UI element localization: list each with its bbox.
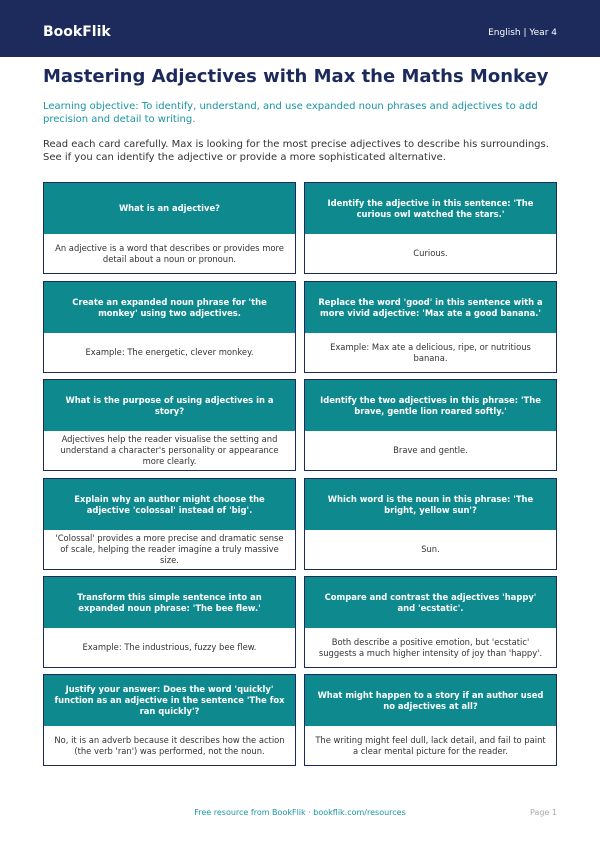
card-question: Identify the adjective in this sentence: 'The curious owl watched the stars.' [305, 183, 556, 234]
intro-text: Read each card carefully. Max is looking for the most precise adjectives to describe his surroundings. See if you can identify the adjective or provide a more sophisticated alternative. [43, 139, 549, 163]
card-question: Replace the word 'good' in this sentence with a more vivid adjective: 'Max ate a good banana.' [305, 282, 556, 333]
card-answer: The writing might feel dull, lack detail, and fail to paint a clear mental picture for the reader. [315, 734, 546, 756]
card-question: Compare and contrast the adjectives 'happy' and 'ecstatic'. [305, 577, 556, 628]
card-answer: Adjectives help the reader visualise the setting and understand a character's personality or appearance more clearly. [60, 434, 279, 466]
card-answer: No, it is an adverb because it describes how the action (the verb 'ran') was performed, not the noun. [54, 734, 285, 756]
card-question: Transform this simple sentence into an expanded noun phrase: 'The bee flew.' [44, 577, 295, 628]
card-question: What might happen to a story if an author used no adjectives at all? [305, 675, 556, 726]
card-question: Explain why an author might choose the adjective 'colossal' instead of 'big'. [44, 479, 295, 530]
card-question: Which word is the noun in this phrase: 'The bright, yellow sun'? [305, 479, 556, 530]
card-answer: An adjective is a word that describes or provides more detail about a noun or pronoun. [55, 242, 284, 264]
card-question: What is an adjective? [44, 183, 295, 234]
page-number: Page 1 [530, 808, 557, 817]
card-answer: Example: The industrious, fuzzy bee flew. [82, 642, 257, 652]
question-card [304, 281, 557, 373]
card-answer: Example: Max ate a delicious, ripe, or nutritious banana. [330, 341, 531, 363]
question-card [304, 576, 557, 668]
card-answer: 'Colossal' provides a more precise and dramatic sense of scale, helping the reader imagine a truly massive size. [55, 533, 284, 565]
subject-year-label: English | Year 4 [488, 28, 557, 38]
page-title: Mastering Adjectives with Max the Maths Monkey [43, 66, 549, 87]
card-answer: Example: The energetic, clever monkey. [85, 347, 254, 357]
question-card [43, 674, 296, 766]
question-card [43, 182, 296, 274]
card-question: Justify your answer: Does the word 'quickly' function as an adjective in the sentence 'The fox ran quickly'? [44, 675, 295, 726]
question-card [304, 379, 557, 471]
question-card [304, 674, 557, 766]
question-card [43, 379, 296, 471]
header-bar [0, 0, 600, 57]
card-answer: Curious. [413, 248, 448, 258]
question-card [43, 281, 296, 373]
brand-logo[interactable]: BookFlik [43, 24, 111, 40]
card-question: Identify the two adjectives in this phrase: 'The brave, gentle lion roared softly.' [305, 380, 556, 431]
card-answer: Sun. [421, 544, 440, 554]
card-answer: Both describe a positive emotion, but 'ecstatic' suggests a much higher intensity of joy than 'happy'. [318, 636, 543, 658]
question-card [43, 576, 296, 668]
card-answer: Brave and gentle. [393, 445, 468, 455]
card-question: What is the purpose of using adjectives in a story? [44, 380, 295, 431]
learning-objective: Learning objective: To identify, understand, and use expanded noun phrases and adjectives to add precision and detail to writing. [43, 101, 538, 125]
question-card [43, 478, 296, 570]
footer-link[interactable]: Free resource from BookFlik · bookflik.com/resources [194, 808, 406, 817]
question-card [304, 478, 557, 570]
card-question: Create an expanded noun phrase for 'the monkey' using two adjectives. [44, 282, 295, 333]
question-card [304, 182, 557, 274]
